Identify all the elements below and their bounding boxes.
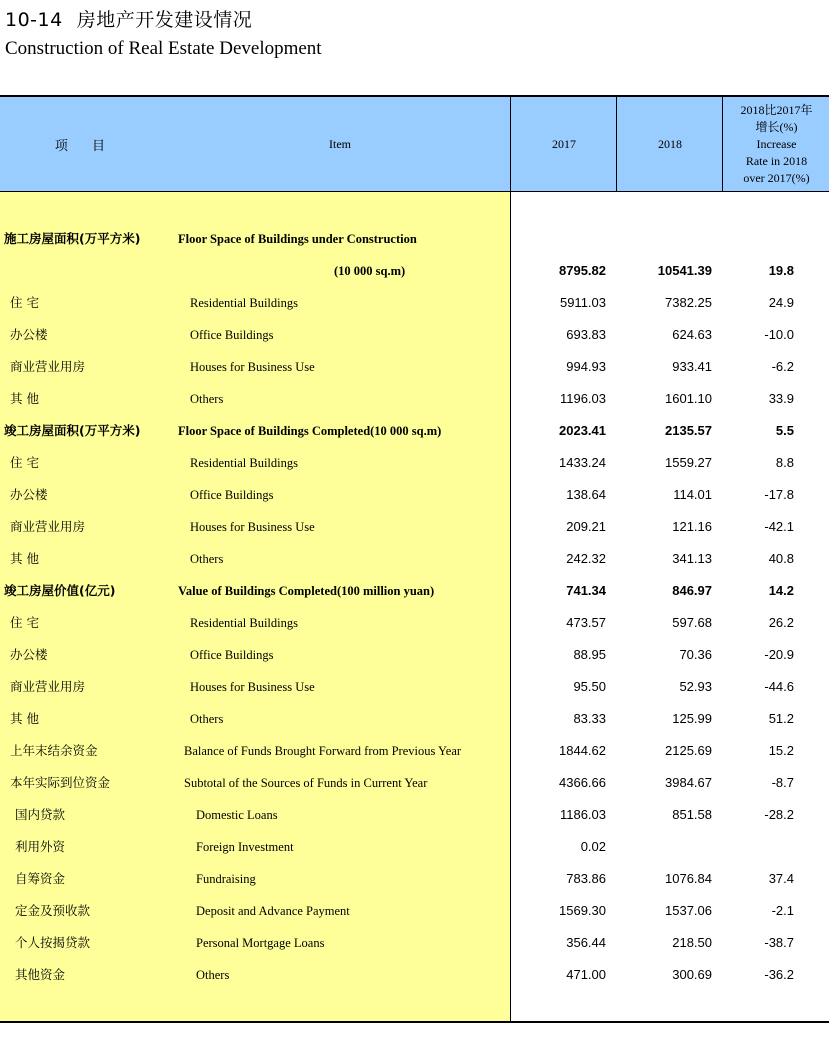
value-2018: 624.63 bbox=[672, 327, 712, 342]
table-row bbox=[0, 639, 829, 671]
header-increase-line: Increase bbox=[756, 136, 797, 151]
value-increase-rate: 15.2 bbox=[768, 743, 794, 758]
row-label-en: Subtotal of the Sources of Funds in Current Year bbox=[184, 776, 428, 790]
header-year-2018: 2018 bbox=[616, 97, 723, 191]
value-2018 bbox=[616, 223, 712, 255]
row-label-en: Residential Buildings bbox=[190, 616, 298, 630]
value-increase-rate: -2.1 bbox=[771, 903, 794, 918]
table-row bbox=[0, 831, 829, 863]
row-label-en: Personal Mortgage Loans bbox=[196, 936, 325, 950]
table-number: 10-14 bbox=[5, 9, 63, 31]
row-label-cn: 竣工房屋价值(亿元) bbox=[4, 583, 116, 598]
table-title-en: Construction of Real Estate Development bbox=[5, 38, 322, 59]
row-label-en: Value of Buildings Completed(100 million yuan) bbox=[178, 584, 435, 598]
header-increase-rate bbox=[722, 97, 829, 191]
row-label-en: Houses for Business Use bbox=[190, 680, 315, 694]
row-label-cn: 商业营业用房 bbox=[10, 679, 86, 694]
row-label-en: Houses for Business Use bbox=[190, 360, 315, 374]
row-label-cn: 个人按揭贷款 bbox=[15, 935, 91, 950]
table-row bbox=[0, 799, 829, 831]
value-2018: 2125.69 bbox=[665, 743, 712, 758]
row-label-cn: 办公楼 bbox=[10, 647, 48, 662]
value-2017: 2023.41 bbox=[559, 423, 606, 438]
value-increase-rate: -6.2 bbox=[771, 359, 794, 374]
row-label-cn: 住 宅 bbox=[10, 295, 39, 310]
value-2017: 471.00 bbox=[566, 967, 606, 982]
row-label-cn: 本年实际到位资金 bbox=[10, 775, 111, 790]
value-increase-rate: 37.4 bbox=[768, 871, 794, 886]
row-label-en: Office Buildings bbox=[190, 648, 274, 662]
table-row bbox=[0, 575, 829, 607]
header-year-2017: 2017 bbox=[510, 97, 617, 191]
row-label-cn: 上年末结余资金 bbox=[10, 743, 98, 758]
row-label-cn: 办公楼 bbox=[10, 327, 48, 342]
table-row bbox=[0, 319, 829, 351]
value-2017: 473.57 bbox=[566, 615, 606, 630]
table-row bbox=[0, 927, 829, 959]
value-increase-rate: 14.2 bbox=[768, 583, 794, 598]
table-row bbox=[0, 543, 829, 575]
value-2017: 5911.03 bbox=[559, 295, 606, 310]
value-increase-rate: 26.2 bbox=[768, 615, 794, 630]
value-2018: 1076.84 bbox=[665, 871, 712, 886]
value-2017: 8795.82 bbox=[559, 263, 606, 278]
value-2017: 88.95 bbox=[573, 647, 606, 662]
row-label-cn: 施工房屋面积(万平方米) bbox=[4, 231, 141, 246]
value-increase-rate: -10.0 bbox=[764, 327, 794, 342]
header-increase-line: over 2017(%) bbox=[743, 170, 810, 185]
value-2017: 1569.30 bbox=[559, 903, 606, 918]
value-increase-rate bbox=[722, 223, 794, 255]
row-label-cn: 定金及预收款 bbox=[15, 903, 91, 918]
table-title-cn bbox=[5, 5, 252, 32]
table-row bbox=[0, 479, 829, 511]
table-row bbox=[0, 415, 829, 447]
value-increase-rate: -20.9 bbox=[764, 647, 794, 662]
value-2018: 851.58 bbox=[672, 807, 712, 822]
value-2017: 0.02 bbox=[580, 839, 606, 854]
row-label-cn: 商业营业用房 bbox=[10, 519, 86, 534]
row-label-en: Deposit and Advance Payment bbox=[196, 904, 350, 918]
value-increase-rate bbox=[722, 831, 794, 863]
row-label-en: Houses for Business Use bbox=[190, 520, 315, 534]
value-2018: 341.13 bbox=[672, 551, 712, 566]
value-2018: 10541.39 bbox=[657, 263, 712, 278]
row-label-en: Office Buildings bbox=[190, 488, 274, 502]
value-2017: 994.93 bbox=[566, 359, 606, 374]
value-2017: 1844.62 bbox=[559, 743, 606, 758]
value-2018: 114.01 bbox=[673, 487, 712, 502]
value-2017: 1196.03 bbox=[559, 391, 606, 406]
value-2018: 7382.25 bbox=[665, 295, 712, 310]
row-label-cn: 自筹资金 bbox=[15, 871, 66, 886]
row-label-en: (10 000 sq.m) bbox=[334, 264, 406, 278]
value-2018: 3984.67 bbox=[665, 775, 712, 790]
table-row bbox=[0, 863, 829, 895]
value-2018: 218.50 bbox=[672, 935, 712, 950]
value-2018: 1537.06 bbox=[665, 903, 712, 918]
value-2017: 95.50 bbox=[573, 679, 606, 694]
table-row bbox=[0, 287, 829, 319]
row-label-cn: 住 宅 bbox=[10, 455, 39, 470]
value-2018: 2135.57 bbox=[665, 423, 712, 438]
value-2017: 209.21 bbox=[566, 519, 606, 534]
value-increase-rate: -38.7 bbox=[764, 935, 794, 950]
header-increase-line: 2018比2017年 bbox=[740, 102, 813, 117]
header-item-cn: 项 目 bbox=[54, 138, 116, 154]
table-row bbox=[0, 511, 829, 543]
row-label-cn: 其他资金 bbox=[15, 967, 66, 982]
row-label-en: Residential Buildings bbox=[190, 456, 298, 470]
table-row bbox=[0, 671, 829, 703]
header-item-en: Item bbox=[329, 136, 351, 151]
row-label-en: Floor Space of Buildings under Construction bbox=[178, 232, 417, 246]
value-2017: 741.34 bbox=[566, 583, 606, 598]
table-row bbox=[0, 607, 829, 639]
table-row bbox=[0, 959, 829, 991]
value-2018: 70.36 bbox=[679, 647, 712, 662]
row-label-cn: 利用外资 bbox=[15, 839, 66, 854]
row-label-en: Others bbox=[190, 392, 224, 406]
value-2018: 597.68 bbox=[672, 615, 712, 630]
table-row bbox=[0, 703, 829, 735]
row-label-en: Others bbox=[196, 968, 230, 982]
row-label-en: Others bbox=[190, 712, 224, 726]
row-label-cn: 其 他 bbox=[10, 391, 39, 406]
value-2017: 356.44 bbox=[566, 935, 606, 950]
value-increase-rate: 19.8 bbox=[768, 263, 794, 278]
row-label-en: Fundraising bbox=[196, 872, 256, 886]
value-increase-rate: -28.2 bbox=[764, 807, 794, 822]
value-increase-rate: 5.5 bbox=[775, 423, 794, 438]
value-2017: 4366.66 bbox=[559, 775, 606, 790]
value-2017: 138.64 bbox=[566, 487, 606, 502]
value-2018: 933.41 bbox=[672, 359, 712, 374]
value-increase-rate: -44.6 bbox=[764, 679, 794, 694]
header-increase-line: Rate in 2018 bbox=[745, 153, 808, 168]
value-increase-rate: 24.9 bbox=[768, 295, 794, 310]
table-row bbox=[0, 223, 829, 255]
row-label-cn: 其 他 bbox=[10, 551, 39, 566]
table-row bbox=[0, 735, 829, 767]
row-label-cn: 办公楼 bbox=[10, 487, 48, 502]
table-title-cn-text: 房地产开发建设情况 bbox=[76, 9, 253, 31]
value-2018: 1559.27 bbox=[665, 455, 712, 470]
table-header bbox=[0, 97, 829, 192]
value-2017: 693.83 bbox=[566, 327, 606, 342]
row-label-cn: 住 宅 bbox=[10, 615, 39, 630]
value-2017: 83.33 bbox=[573, 711, 606, 726]
value-2018: 52.93 bbox=[679, 679, 712, 694]
row-label-en: Residential Buildings bbox=[190, 296, 298, 310]
value-2017: 1186.03 bbox=[559, 807, 606, 822]
row-label-en: Balance of Funds Brought Forward from Previous Year bbox=[184, 744, 462, 758]
row-label-cn: 其 他 bbox=[10, 711, 39, 726]
value-2018: 125.99 bbox=[672, 711, 712, 726]
value-increase-rate: 33.9 bbox=[768, 391, 794, 406]
header-increase-line: 增长(%) bbox=[755, 119, 798, 134]
value-2017: 242.32 bbox=[566, 551, 606, 566]
row-label-en: Domestic Loans bbox=[196, 808, 278, 822]
table-row bbox=[0, 383, 829, 415]
value-2018: 121.16 bbox=[672, 519, 712, 534]
row-label-en: Foreign Investment bbox=[196, 840, 294, 854]
value-increase-rate: -42.1 bbox=[764, 519, 794, 534]
value-increase-rate: 8.8 bbox=[775, 455, 794, 470]
value-increase-rate: 40.8 bbox=[768, 551, 794, 566]
value-increase-rate: -8.7 bbox=[771, 775, 794, 790]
value-increase-rate: -36.2 bbox=[764, 967, 794, 982]
table-bottom-rule bbox=[0, 1021, 829, 1023]
row-label-en: Floor Space of Buildings Completed(10 000 sq.m) bbox=[178, 424, 442, 438]
value-2017: 1433.24 bbox=[559, 455, 606, 470]
table-row bbox=[0, 255, 829, 287]
value-2017: 783.86 bbox=[566, 871, 606, 886]
data-table bbox=[0, 95, 829, 1023]
value-2018: 300.69 bbox=[672, 967, 712, 982]
row-label-en: Office Buildings bbox=[190, 328, 274, 342]
value-2017 bbox=[510, 223, 606, 255]
value-increase-rate: -17.8 bbox=[764, 487, 794, 502]
value-2018: 846.97 bbox=[672, 583, 712, 598]
table-row bbox=[0, 895, 829, 927]
table-row bbox=[0, 767, 829, 799]
row-label-cn: 竣工房屋面积(万平方米) bbox=[4, 423, 141, 438]
row-label-en: Others bbox=[190, 552, 224, 566]
table-row bbox=[0, 351, 829, 383]
value-increase-rate: 51.2 bbox=[768, 711, 794, 726]
value-2018 bbox=[616, 831, 712, 863]
value-2018: 1601.10 bbox=[665, 391, 712, 406]
row-label-cn: 商业营业用房 bbox=[10, 359, 86, 374]
row-label-cn: 国内贷款 bbox=[15, 807, 66, 822]
table-row bbox=[0, 447, 829, 479]
